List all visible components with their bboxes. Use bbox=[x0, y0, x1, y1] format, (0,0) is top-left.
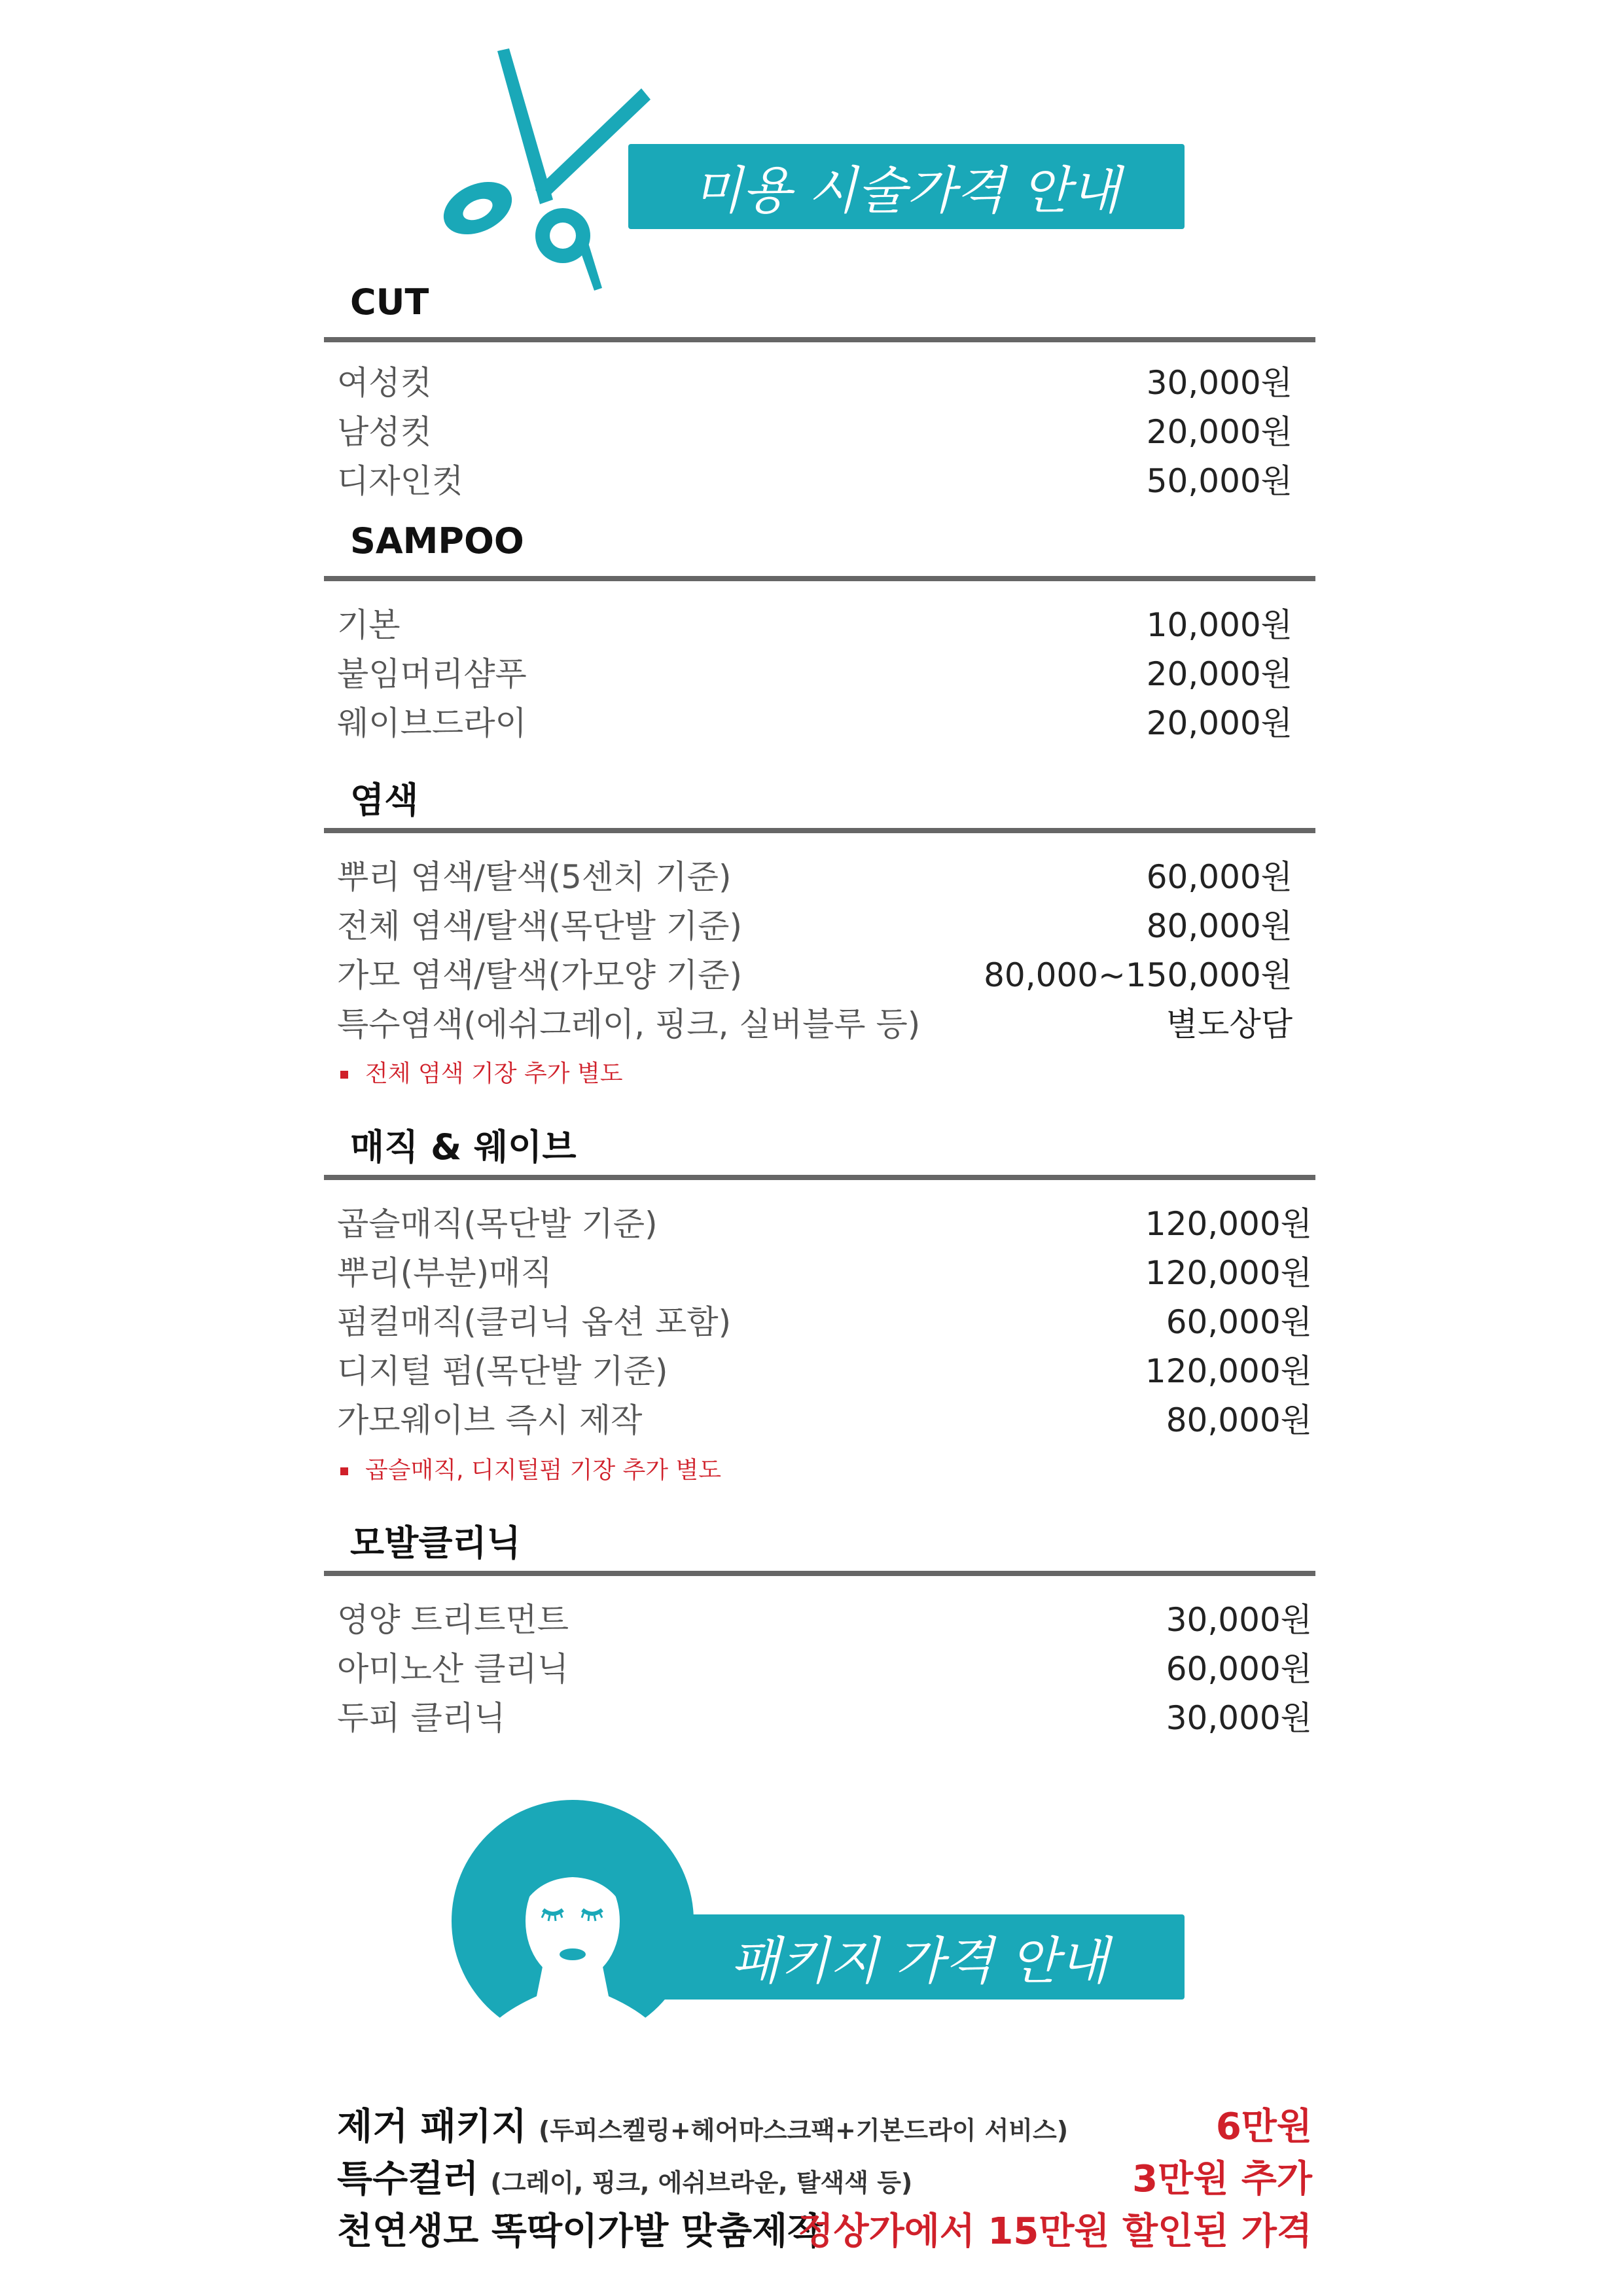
price-guide-banner: 미용 시술가격 안내 bbox=[628, 144, 1185, 229]
item-price: 120,000원 bbox=[1145, 1254, 1312, 1292]
item-price: 80,000원 bbox=[1146, 907, 1293, 945]
bullet-square-icon bbox=[340, 1071, 348, 1079]
list-item: 펌컬매직(클리닉 옵션 포함) bbox=[337, 1303, 732, 1341]
list-item: 두피 클리닉 bbox=[337, 1699, 506, 1737]
item-price: 20,000원 bbox=[1146, 704, 1293, 742]
list-item: 아미노산 클리닉 bbox=[337, 1650, 569, 1688]
list-item: 뿌리 염색/탈색(5센치 기준) bbox=[337, 858, 732, 896]
list-item: 전체 염색/탈색(목단발 기준) bbox=[337, 907, 742, 945]
item-price: 30,000원 bbox=[1166, 1601, 1312, 1639]
item-price: 20,000원 bbox=[1146, 413, 1293, 451]
package-desc: (그레이, 핑크, 에쉬브라운, 탈색색 등) bbox=[490, 2168, 913, 2197]
item-price: 120,000원 bbox=[1145, 1352, 1312, 1390]
scissors-icon bbox=[438, 46, 654, 301]
item-price: 20,000원 bbox=[1146, 655, 1293, 693]
item-price: 80,000원 bbox=[1166, 1401, 1312, 1439]
list-item: 디지털 펌(목단발 기준) bbox=[337, 1352, 668, 1390]
section-title-sampoo: SAMPOO bbox=[350, 520, 524, 562]
package-name: 천연생모 똑딱이가발 맞춤제작 bbox=[337, 2210, 823, 2253]
section-title-cut: CUT bbox=[350, 281, 429, 323]
package-guide-banner: 패키지 가격 안내 bbox=[654, 1914, 1185, 2000]
list-item: 남성컷 bbox=[337, 413, 432, 451]
section-title-hair-clinic: 모발클리닉 bbox=[350, 1522, 521, 1564]
item-price: 120,000원 bbox=[1145, 1205, 1312, 1243]
item-price: 30,000원 bbox=[1146, 364, 1293, 402]
package-item bbox=[337, 2150, 912, 2202]
list-item: 디자인컷 bbox=[337, 462, 464, 500]
item-price: 60,000원 bbox=[1166, 1303, 1312, 1341]
section-title-dye: 염색 bbox=[350, 780, 419, 821]
list-item: 가모 염색/탈색(가모양 기준) bbox=[337, 956, 742, 994]
package-name: 특수컬러 bbox=[337, 2158, 479, 2200]
section-divider bbox=[324, 1571, 1315, 1576]
list-item: 곱슬매직(목단발 기준) bbox=[337, 1205, 658, 1243]
item-price: 60,000원 bbox=[1166, 1650, 1312, 1688]
item-price: 별도상담 bbox=[1166, 1005, 1293, 1043]
item-price: 50,000원 bbox=[1146, 462, 1293, 500]
bullet-square-icon bbox=[340, 1467, 348, 1475]
package-item bbox=[337, 2098, 1068, 2150]
section-title-magic-wave: 매직 & 웨이브 bbox=[350, 1126, 577, 1168]
package-desc: (두피스켈링+헤어마스크팩+기본드라이 서비스) bbox=[538, 2116, 1069, 2145]
section-divider bbox=[324, 337, 1315, 342]
note-text: 곱슬매직, 디지털펌 기장 추가 별도 bbox=[340, 1452, 721, 1485]
package-price: 3만원 추가 bbox=[1132, 2158, 1312, 2200]
list-item: 가모웨이브 즉시 제작 bbox=[337, 1401, 643, 1439]
list-item: 뿌리(부분)매직 bbox=[337, 1254, 552, 1292]
item-price: 60,000원 bbox=[1146, 858, 1293, 896]
list-item: 특수염색(에쉬그레이, 핑크, 실버블루 등) bbox=[337, 1005, 921, 1043]
list-item: 기본 bbox=[337, 606, 401, 644]
section-divider bbox=[324, 828, 1315, 833]
package-name: 제거 패키지 bbox=[337, 2106, 527, 2148]
list-item: 붙임머리샴푸 bbox=[337, 655, 527, 693]
list-item: 영양 트리트먼트 bbox=[337, 1601, 569, 1639]
list-item: 웨이브드라이 bbox=[337, 704, 527, 742]
section-divider bbox=[324, 1175, 1315, 1180]
item-price: 80,000~150,000원 bbox=[984, 956, 1293, 994]
item-price: 10,000원 bbox=[1146, 606, 1293, 644]
package-price: 정상가에서 15만원 할인된 가격 bbox=[798, 2210, 1312, 2253]
list-item: 여성컷 bbox=[337, 364, 432, 402]
package-item bbox=[337, 2202, 834, 2255]
section-divider bbox=[324, 576, 1315, 581]
package-price: 6만원 bbox=[1215, 2106, 1312, 2148]
item-price: 30,000원 bbox=[1166, 1699, 1312, 1737]
note-text: 전체 염색 기장 추가 별도 bbox=[340, 1055, 623, 1088]
